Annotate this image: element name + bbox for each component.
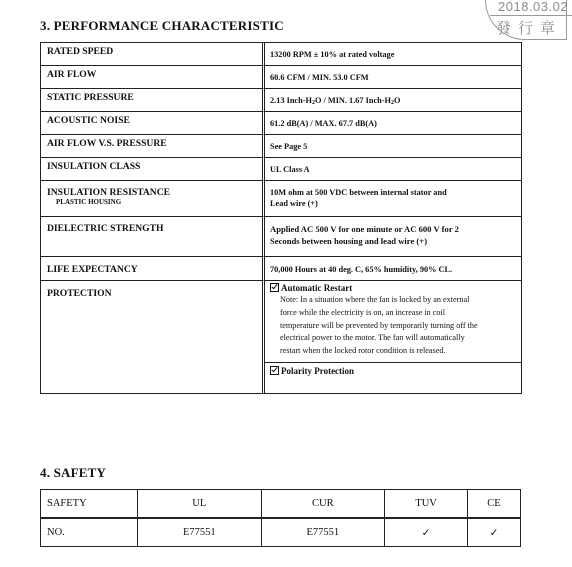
- polarity-protection-label: Polarity Protection: [281, 365, 355, 376]
- table-row: [41, 181, 521, 217]
- dielectric-strength-line: Applied AC 500 V for one minute or AC 600 V for 2: [270, 224, 459, 234]
- table-row: [41, 281, 521, 393]
- protection-note-line: Note: In a situation where the fan is locked by an external: [280, 295, 470, 304]
- table-row: [41, 89, 521, 112]
- air-flow-vs-pressure-value: See Page 5: [265, 135, 521, 158]
- performance-table: [40, 42, 522, 394]
- rated-speed-label: RATED SPEED: [41, 43, 265, 66]
- protection-note-line: force while the electricity is on, an increase in coil: [280, 307, 446, 317]
- insulation-resistance-line: 10M ohm at 500 VDC between internal stator and: [270, 188, 447, 197]
- table-row: [41, 112, 521, 135]
- checkbox-icon: [270, 283, 279, 292]
- safety-cell: E77551: [261, 518, 385, 547]
- protection-label: PROTECTION: [41, 281, 265, 393]
- air-flow-vs-pressure-label: AIR FLOW V.S. PRESSURE: [41, 135, 265, 158]
- dielectric-strength-value: [265, 217, 521, 257]
- static-pressure-part: O / MIN. 1.67 Inch-H: [314, 96, 392, 105]
- stamp-chars: 發行章: [496, 19, 563, 37]
- stamp-date: 2018.03.02: [498, 0, 569, 14]
- air-flow-value: 60.6 CFM / MIN. 53.0 CFM: [265, 66, 521, 89]
- insulation-resistance-title: INSULATION RESISTANCE: [47, 187, 171, 198]
- safety-header-cell: UL: [138, 490, 262, 519]
- protection-value: [265, 281, 521, 393]
- checkbox-icon: [270, 366, 279, 375]
- static-pressure-value: [265, 89, 521, 112]
- insulation-class-value: UL Class A: [265, 158, 521, 181]
- safety-header-cell: TUV: [385, 490, 468, 519]
- static-pressure-part: 2.13 Inch-H: [270, 96, 312, 105]
- air-flow-label: AIR FLOW: [41, 66, 265, 89]
- dielectric-strength-line: Seconds between housing and lead wire (+): [270, 236, 428, 246]
- static-pressure-label: STATIC PRESSURE: [41, 89, 265, 112]
- protection-note-line: restart when the locked rotor condition is released.: [280, 346, 446, 356]
- polarity-protection-item: [265, 362, 521, 377]
- insulation-resistance-value: [265, 181, 521, 217]
- dielectric-strength-label: DIELECTRIC STRENGTH: [41, 217, 265, 257]
- section-4-title: 4. SAFETY: [40, 465, 107, 480]
- table-row: [41, 66, 521, 89]
- acoustic-noise-value: 61.2 dB(A) / MAX. 67.7 dB(A): [265, 112, 521, 135]
- insulation-resistance-label: [41, 181, 265, 217]
- rated-speed-value: 13200 RPM ± 10% at rated voltage: [265, 43, 521, 66]
- table-row: [41, 43, 521, 66]
- automatic-restart-item: [270, 283, 521, 294]
- insulation-resistance-line: Lead wire (+): [270, 199, 318, 208]
- safety-cell: NO.: [41, 518, 138, 547]
- section-3-title: 3. PERFORMANCE CHARACTERISTIC: [40, 18, 284, 33]
- safety-cell: E77551: [138, 518, 262, 547]
- protection-note-line: electrical power to the motor. The fan will automatically: [280, 333, 465, 343]
- stamp-divider: [490, 15, 572, 16]
- safety-cell check-icon: ✓: [468, 518, 521, 547]
- insulation-class-label: INSULATION CLASS: [41, 158, 265, 181]
- safety-table: [40, 489, 521, 547]
- life-expectancy-label: LIFE EXPECTANCY: [41, 257, 265, 281]
- static-pressure-part: O: [394, 96, 401, 105]
- subscript: 2: [311, 100, 315, 106]
- table-row: [41, 518, 521, 547]
- safety-cell check-icon: ✓: [385, 518, 468, 547]
- safety-header-cell: CUR: [261, 490, 385, 519]
- safety-header-cell: SAFETY: [41, 490, 138, 519]
- safety-header-cell: CE: [468, 490, 521, 519]
- acoustic-noise-label: ACOUSTIC NOISE: [41, 112, 265, 135]
- insulation-resistance-sub: PLASTIC HOUSING: [56, 198, 122, 206]
- table-row: [41, 135, 521, 158]
- life-expectancy-value: 70,000 Hours at 40 deg. C, 65% humidity, 90% CL.: [265, 257, 521, 281]
- subscript: 2: [391, 100, 395, 106]
- table-row: [41, 217, 521, 257]
- automatic-restart-label: Automatic Restart: [281, 283, 353, 293]
- protection-note-line: temperature will be prevented by temporarily turning off the: [280, 320, 478, 330]
- table-row: [41, 490, 521, 519]
- table-row: [41, 257, 521, 281]
- table-row: [41, 158, 521, 181]
- issue-stamp: [485, 0, 567, 40]
